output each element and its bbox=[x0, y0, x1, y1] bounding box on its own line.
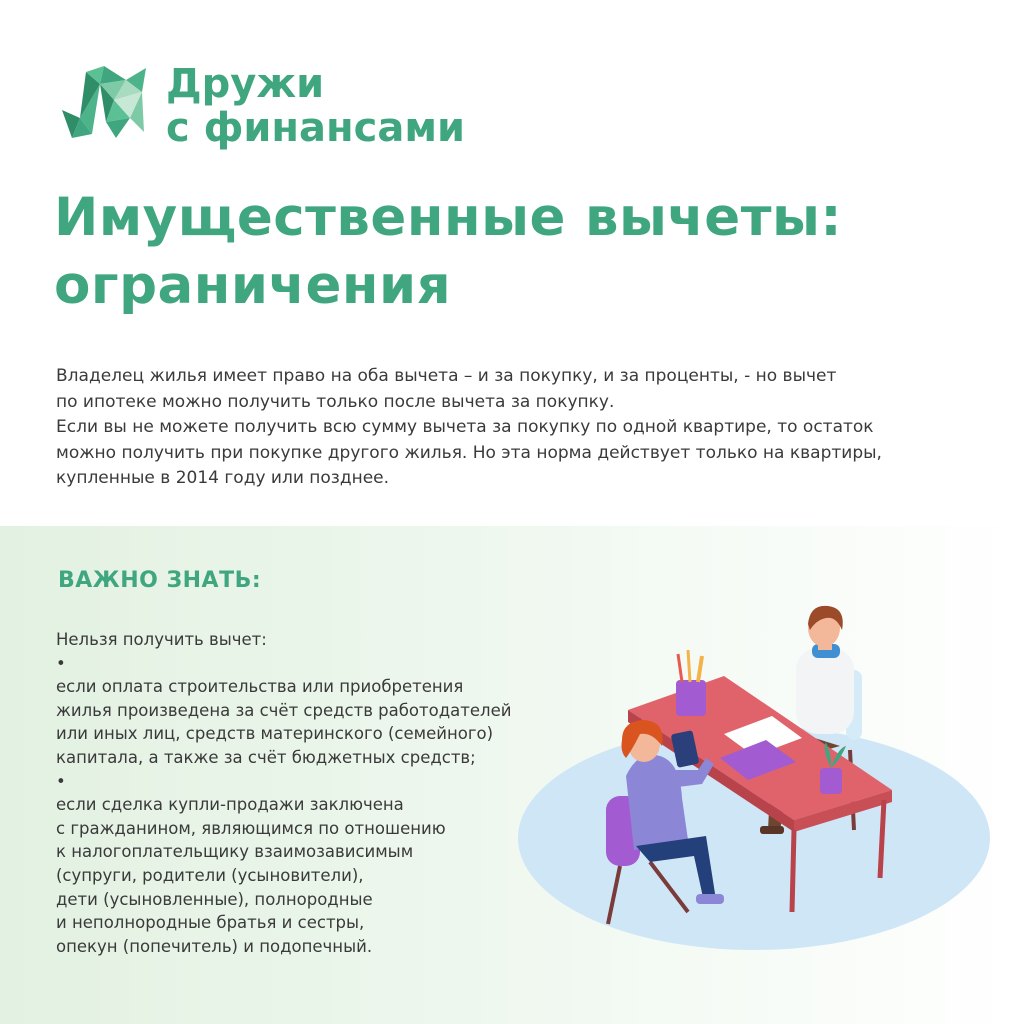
logo-mark-icon bbox=[56, 62, 152, 146]
pencil-icon bbox=[688, 650, 690, 682]
bullet-icon: • bbox=[56, 653, 66, 673]
list-item-2-line: и неполнородные братья и сестры, bbox=[56, 913, 365, 933]
intro-line: Если вы не можете получить всю сумму вычета за покупку по одной квартире, то остаток bbox=[56, 417, 874, 437]
important-heading: ВАЖНО ЗНАТЬ: bbox=[58, 568, 262, 593]
intro-line: Владелец жилья имеет право на оба вычета – и за покупку, и за проценты, - но вычет bbox=[56, 366, 837, 386]
list-item-1-line: • если оплата строительства или приобретения bbox=[56, 653, 464, 697]
brand-name bbox=[166, 62, 465, 150]
list-item-1-line: жилья произведена за счёт средств работодателей bbox=[56, 700, 512, 720]
plant-pot bbox=[820, 768, 842, 794]
table-leg bbox=[792, 830, 794, 912]
intro-paragraph bbox=[56, 364, 986, 492]
man-shoe bbox=[760, 826, 784, 834]
list-item-2-line: • если сделка купли-продажи заключена bbox=[56, 771, 404, 815]
title-line-1: Имущественные вычеты: bbox=[54, 187, 843, 248]
pencil-cup bbox=[676, 680, 706, 716]
list-item-2-line: дети (усыновленные), полнородные bbox=[56, 889, 373, 909]
brand-logo bbox=[56, 60, 496, 160]
list-item-1-line: или иных лиц, средств материнского (семейного) bbox=[56, 724, 494, 744]
man-torso bbox=[796, 648, 854, 734]
list-item-2-line: (супруги, родители (усыновители), bbox=[56, 865, 364, 885]
pencil-icon bbox=[678, 654, 682, 682]
list-item-2-line: к налогоплательщику взаимозависимым bbox=[56, 842, 414, 862]
woman-shoe bbox=[696, 894, 724, 904]
list-lead: Нельзя получить вычет: bbox=[56, 630, 267, 649]
list-item-2-line: опекун (попечитель) и подопечный. bbox=[56, 936, 373, 956]
intro-line: можно получить при покупке другого жилья. Но эта норма действует только на квартиры, bbox=[56, 442, 882, 463]
list-item-2-line: с гражданином, являющимся по отношению bbox=[56, 818, 446, 838]
pencil-icon bbox=[698, 656, 702, 682]
page-title bbox=[54, 184, 994, 320]
brand-line-2: с финансами bbox=[166, 105, 466, 151]
title-line-2: ограничения bbox=[54, 255, 452, 316]
bullet-icon: • bbox=[56, 771, 66, 791]
meeting-illustration bbox=[510, 600, 990, 960]
brand-line-1: Дружи bbox=[166, 61, 325, 107]
list-item-1-line: капитала, а также за счёт бюджетных средств; bbox=[56, 747, 476, 767]
intro-line: купленные в 2014 году или позднее. bbox=[56, 468, 390, 488]
intro-line: по ипотеке можно получить только после вычета за покупку. bbox=[56, 391, 615, 412]
